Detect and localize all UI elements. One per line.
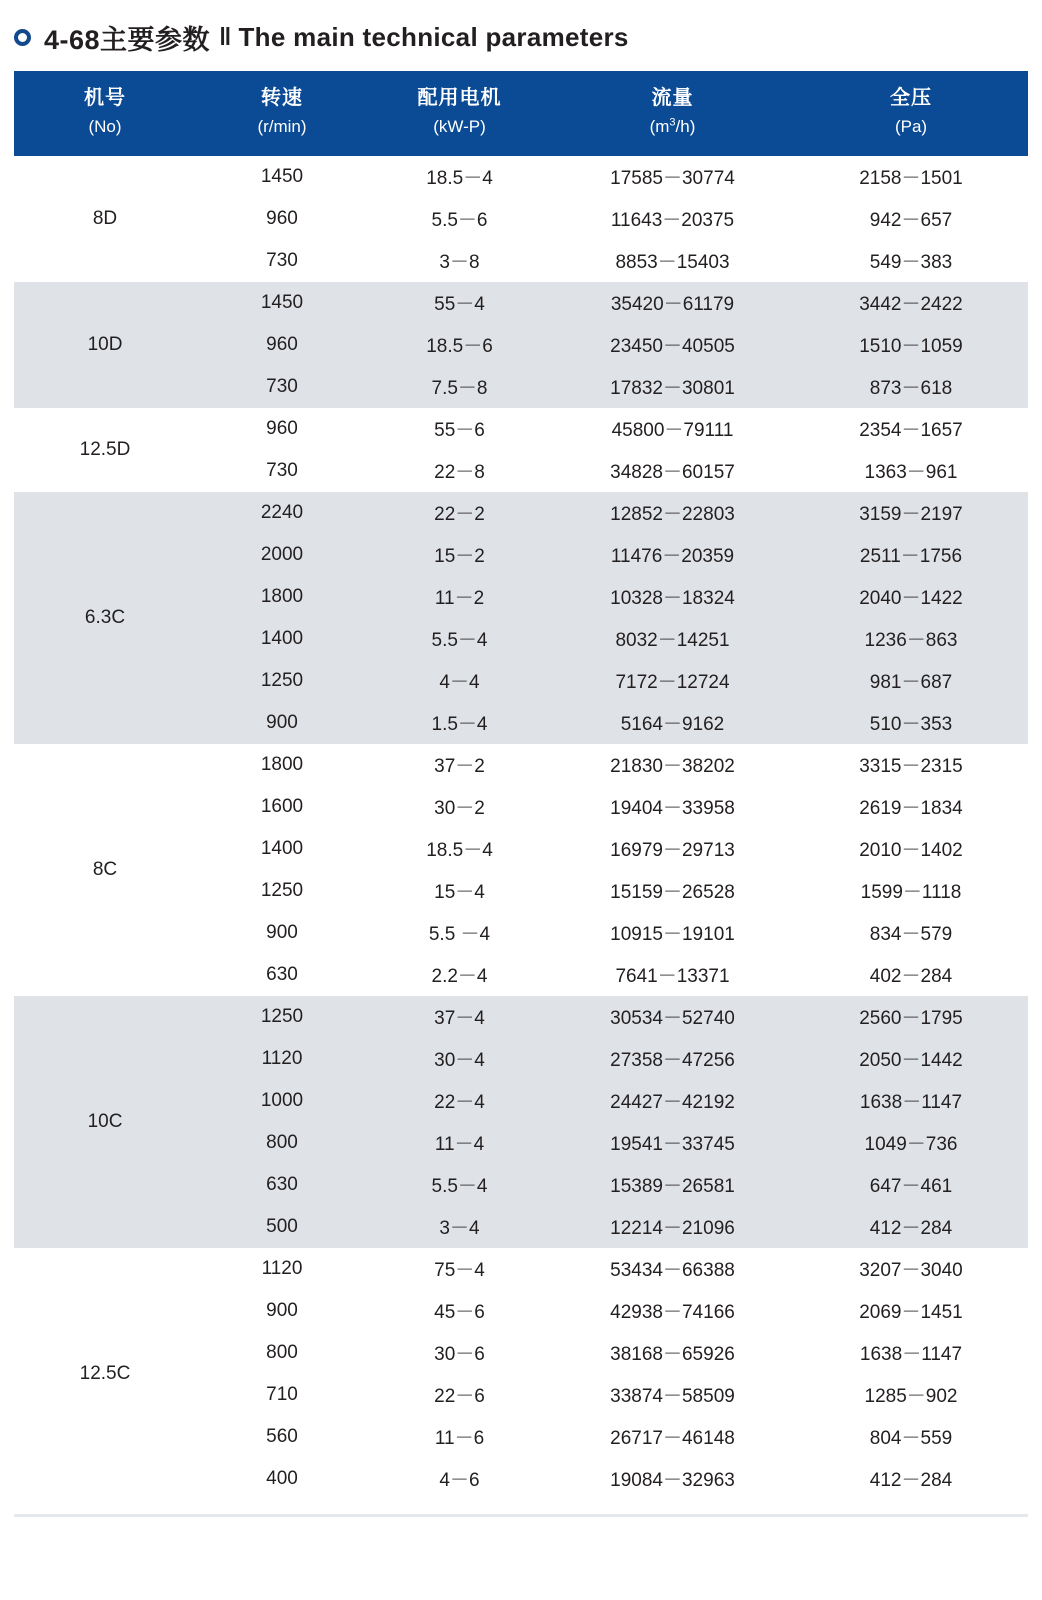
flow-unit-suffix: /h) [675,117,696,136]
cell-machine-no: 6.3C [14,492,196,744]
cell-speed: 960 [196,198,368,240]
title-english: The main technical parameters [238,22,629,52]
cell-motor: 15－2 [368,534,551,576]
cell-flow: 8853－15403 [551,240,794,282]
cell-motor: 55－4 [368,282,551,324]
flow-unit-prefix: (m [649,117,670,136]
bottom-divider [14,1514,1028,1517]
cell-pressure: 2010－1402 [794,828,1028,870]
cell-pressure: 412－284 [794,1458,1028,1500]
cell-pressure: 647－461 [794,1164,1028,1206]
cell-speed: 800 [196,1332,368,1374]
title-separator: ‖ [219,23,230,51]
table-header-row [14,71,1028,156]
cell-speed: 630 [196,1164,368,1206]
cell-pressure: 1510－1059 [794,324,1028,366]
cell-flow: 11643－20375 [551,198,794,240]
cell-motor: 37－4 [368,996,551,1038]
bullet-dot-icon [14,29,31,46]
cell-machine-no: 10D [14,282,196,408]
cell-speed: 900 [196,1290,368,1332]
cell-speed: 2000 [196,534,368,576]
cell-motor: 4－4 [368,660,551,702]
cell-motor: 30－6 [368,1332,551,1374]
cell-speed: 1000 [196,1080,368,1122]
cell-machine-no: 12.5D [14,408,196,492]
cell-flow: 45800－79111 [551,408,794,450]
cell-flow: 19541－33745 [551,1122,794,1164]
cell-flow: 23450－40505 [551,324,794,366]
cell-pressure: 510－353 [794,702,1028,744]
cell-pressure: 1638－1147 [794,1080,1028,1122]
cell-flow: 10915－19101 [551,912,794,954]
cell-motor: 37－2 [368,744,551,786]
cell-speed: 1600 [196,786,368,828]
column-header-speed-en: (r/min) [257,117,307,136]
cell-speed: 1800 [196,576,368,618]
column-header-no [14,71,196,156]
cell-pressure: 1236－863 [794,618,1028,660]
table-row [14,492,1028,534]
cell-flow: 7172－12724 [551,660,794,702]
cell-pressure: 1599－1118 [794,870,1028,912]
cell-pressure: 2069－1451 [794,1290,1028,1332]
cell-flow: 26717－46148 [551,1416,794,1458]
cell-pressure: 2619－1834 [794,786,1028,828]
cell-motor: 18.5－6 [368,324,551,366]
page-title [0,0,1042,71]
flow-unit-exponent: 3 [669,116,676,129]
cell-motor: 2.2－4 [368,954,551,996]
cell-flow: 17585－30774 [551,156,794,198]
column-header-no-cn: 机号 [84,87,126,109]
cell-flow: 11476－20359 [551,534,794,576]
cell-speed: 800 [196,1122,368,1164]
cell-motor: 22－6 [368,1374,551,1416]
cell-pressure: 981－687 [794,660,1028,702]
cell-pressure: 2050－1442 [794,1038,1028,1080]
cell-flow: 8032－14251 [551,618,794,660]
cell-speed: 960 [196,324,368,366]
cell-pressure: 3207－3040 [794,1248,1028,1290]
cell-flow: 7641－13371 [551,954,794,996]
cell-speed: 900 [196,702,368,744]
cell-motor: 15－4 [368,870,551,912]
cell-speed: 1250 [196,996,368,1038]
column-header-motor-cn: 配用电机 [417,87,502,109]
cell-motor: 4－6 [368,1458,551,1500]
cell-flow: 53434－66388 [551,1248,794,1290]
cell-flow: 35420－61179 [551,282,794,324]
column-header-pressure-cn: 全压 [890,87,932,109]
cell-motor: 3－8 [368,240,551,282]
column-header-speed-cn: 转速 [261,87,303,109]
cell-speed: 400 [196,1458,368,1500]
column-header-no-en: (No) [88,117,122,136]
cell-pressure: 3442－2422 [794,282,1028,324]
table-row [14,156,1028,198]
cell-speed: 1800 [196,744,368,786]
cell-flow: 15389－26581 [551,1164,794,1206]
cell-flow: 16979－29713 [551,828,794,870]
cell-flow: 15159－26528 [551,870,794,912]
cell-flow: 42938－74166 [551,1290,794,1332]
cell-flow: 17832－30801 [551,366,794,408]
cell-speed: 1250 [196,660,368,702]
cell-flow: 33874－58509 [551,1374,794,1416]
table-row [14,1248,1028,1290]
cell-speed: 1400 [196,618,368,660]
cell-machine-no: 8D [14,156,196,282]
cell-motor: 22－4 [368,1080,551,1122]
table-row [14,744,1028,786]
cell-speed: 710 [196,1374,368,1416]
column-header-flow-en [551,114,794,140]
cell-pressure: 2040－1422 [794,576,1028,618]
cell-pressure: 402－284 [794,954,1028,996]
cell-pressure: 1285－902 [794,1374,1028,1416]
cell-speed: 1120 [196,1038,368,1080]
cell-motor: 22－8 [368,450,551,492]
cell-speed: 730 [196,366,368,408]
cell-flow: 19404－33958 [551,786,794,828]
column-header-motor-en: (kW-P) [433,117,486,136]
cell-pressure: 2511－1756 [794,534,1028,576]
cell-flow: 21830－38202 [551,744,794,786]
cell-motor: 11－6 [368,1416,551,1458]
title-chinese: 4-68主要参数 [44,25,211,55]
cell-flow: 27358－47256 [551,1038,794,1080]
table-header [14,71,1028,156]
cell-motor: 5.5－4 [368,618,551,660]
cell-flow: 12852－22803 [551,492,794,534]
cell-motor: 3－4 [368,1206,551,1248]
cell-speed: 900 [196,912,368,954]
cell-pressure: 2354－1657 [794,408,1028,450]
column-header-pressure [794,71,1028,156]
cell-speed: 1120 [196,1248,368,1290]
column-header-motor [368,71,551,156]
cell-flow: 5164－9162 [551,702,794,744]
cell-flow: 38168－65926 [551,1332,794,1374]
cell-motor: 5.5 －4 [368,912,551,954]
cell-speed: 2240 [196,492,368,534]
cell-motor: 30－2 [368,786,551,828]
cell-speed: 500 [196,1206,368,1248]
cell-speed: 730 [196,450,368,492]
cell-flow: 19084－32963 [551,1458,794,1500]
cell-pressure: 3315－2315 [794,744,1028,786]
cell-flow: 10328－18324 [551,576,794,618]
cell-speed: 1400 [196,828,368,870]
cell-motor: 55－6 [368,408,551,450]
table-body [14,156,1028,1500]
cell-motor: 11－2 [368,576,551,618]
column-header-pressure-en: (Pa) [894,117,928,136]
cell-flow: 24427－42192 [551,1080,794,1122]
cell-speed: 630 [196,954,368,996]
cell-flow: 34828－60157 [551,450,794,492]
cell-motor: 1.5－4 [368,702,551,744]
cell-speed: 960 [196,408,368,450]
cell-machine-no: 10C [14,996,196,1248]
parameters-table [14,71,1028,1500]
cell-pressure: 1638－1147 [794,1332,1028,1374]
cell-pressure: 834－579 [794,912,1028,954]
cell-speed: 1450 [196,156,368,198]
cell-motor: 18.5－4 [368,156,551,198]
cell-motor: 75－4 [368,1248,551,1290]
cell-motor: 11－4 [368,1122,551,1164]
cell-speed: 1450 [196,282,368,324]
cell-motor: 45－6 [368,1290,551,1332]
cell-speed: 560 [196,1416,368,1458]
cell-pressure: 2560－1795 [794,996,1028,1038]
cell-pressure: 804－559 [794,1416,1028,1458]
table-row [14,996,1028,1038]
cell-flow: 30534－52740 [551,996,794,1038]
cell-motor: 30－4 [368,1038,551,1080]
cell-speed: 730 [196,240,368,282]
cell-pressure: 412－284 [794,1206,1028,1248]
cell-speed: 1250 [196,870,368,912]
cell-motor: 7.5－8 [368,366,551,408]
cell-pressure: 1363－961 [794,450,1028,492]
cell-pressure: 873－618 [794,366,1028,408]
cell-pressure: 942－657 [794,198,1028,240]
cell-machine-no: 8C [14,744,196,996]
column-header-flow [551,71,794,156]
cell-pressure: 2158－1501 [794,156,1028,198]
column-header-flow-cn: 流量 [651,87,694,109]
cell-pressure: 1049－736 [794,1122,1028,1164]
cell-pressure: 549－383 [794,240,1028,282]
cell-flow: 12214－21096 [551,1206,794,1248]
table-row [14,282,1028,324]
column-header-speed [196,71,368,156]
cell-motor: 18.5－4 [368,828,551,870]
cell-machine-no: 12.5C [14,1248,196,1500]
table-row [14,408,1028,450]
cell-motor: 22－2 [368,492,551,534]
cell-motor: 5.5－6 [368,198,551,240]
cell-pressure: 3159－2197 [794,492,1028,534]
cell-motor: 5.5－4 [368,1164,551,1206]
